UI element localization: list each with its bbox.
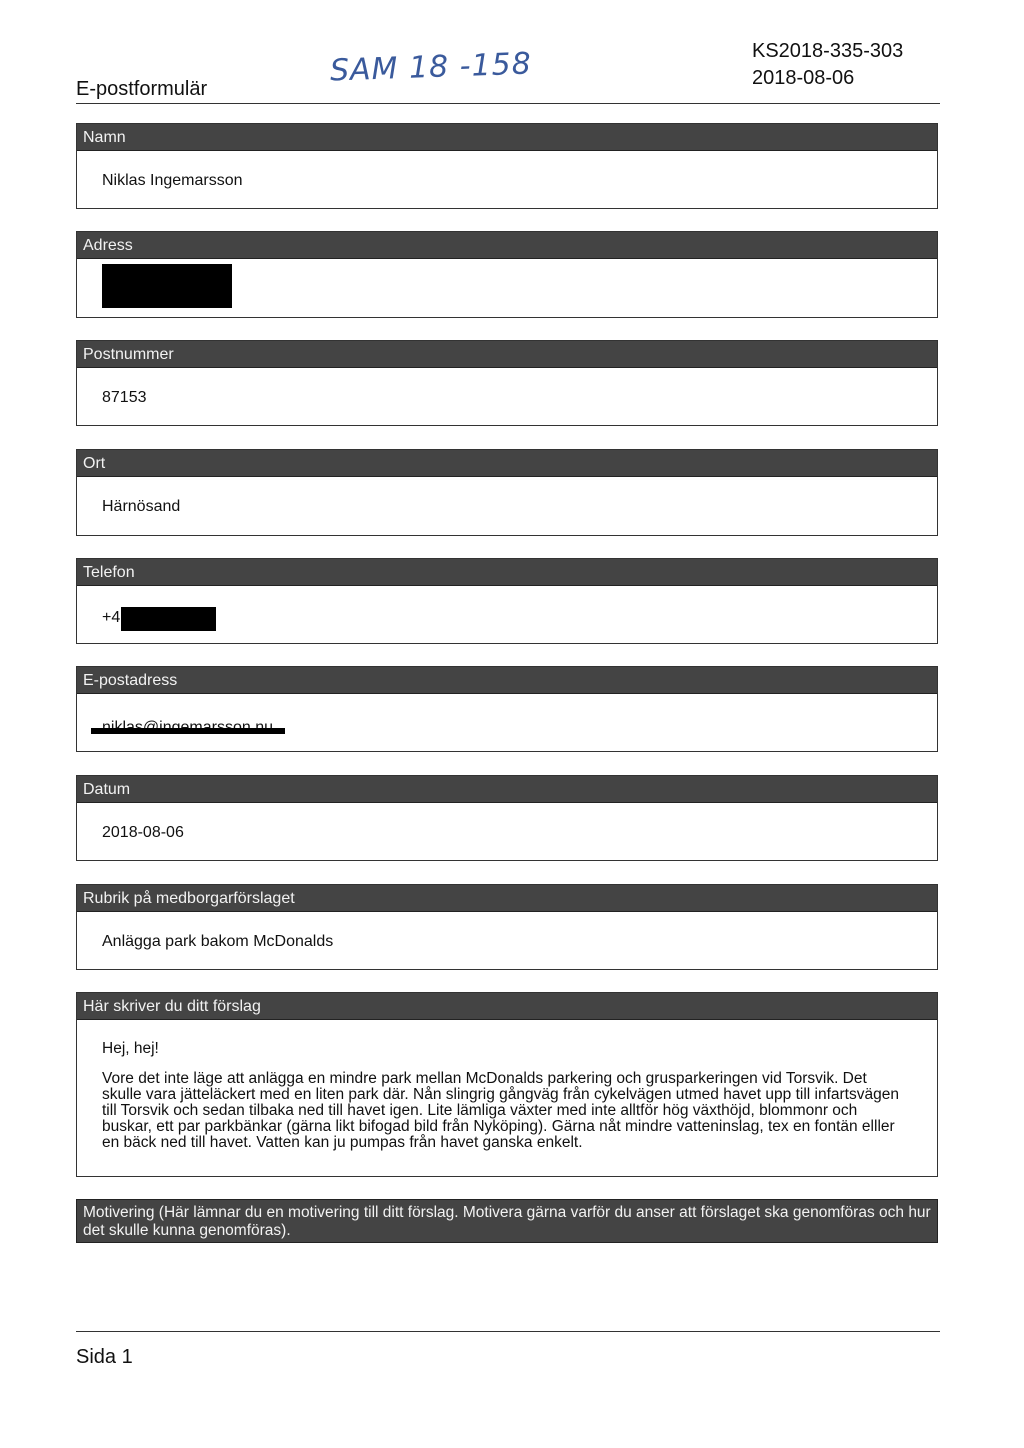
field-adress	[76, 231, 938, 318]
proposal-text	[102, 1041, 902, 1151]
proposal-greeting: Hej, hej!	[102, 1040, 159, 1057]
case-number: KS2018-335-303	[752, 40, 904, 62]
footer-divider	[76, 1331, 940, 1332]
field-epost	[76, 666, 938, 752]
redaction-block	[102, 264, 232, 308]
field-value-datum: 2018-08-06	[102, 824, 184, 841]
field-value-postnummer: 87153	[102, 389, 147, 406]
field-label: Här skriver du ditt förslag	[77, 993, 937, 1020]
field-rubrik	[76, 884, 938, 970]
field-value-telefon: +4	[102, 609, 121, 626]
field-label: Namn	[77, 124, 937, 151]
handwritten-reference: SAM 18 -158	[329, 46, 533, 89]
form-title: E-postformulär	[76, 78, 208, 100]
redaction-bar	[91, 728, 285, 734]
field-value-namn: Niklas Ingemarsson	[102, 172, 243, 189]
field-label: Rubrik på medborgarförslaget	[77, 885, 937, 912]
field-namn	[76, 123, 938, 209]
field-ort	[76, 449, 938, 536]
field-value-ort: Härnösand	[102, 498, 181, 515]
field-label: E-postadress	[77, 667, 937, 694]
field-motivering-label: Motivering (Här lämnar du en motivering till ditt förslag. Motivera gärna varför du anser att förslaget ska genomföras och hur det skulle kunna genomföras).	[76, 1199, 938, 1243]
header-date: 2018-08-06	[752, 67, 855, 89]
proposal-body: Vore det inte läge att anlägga en mindre park mellan McDonalds parkering och grusparkeringen vid Torsvik. Det skulle vara jätteläckert med en liten park där. Nån slingrig gångväg från cykelvägen utmed havet upp till infartsvägen till Torsvik och sedan tilbaka ned till havet igen. Lite lämliga växter med inte alltför hög växthöjd, blommonr och buskar, ett par parkbänkar (gärna likt bifogad bild från Nyköping). Gärna nåt mindre vatteninslag, tex en fontän elller en bäck ned till havet. Vatten kan ju pumpas från havet ganska enkelt.	[102, 1070, 899, 1151]
field-forslag	[76, 992, 938, 1177]
redaction-block	[121, 607, 216, 631]
field-label: Telefon	[77, 559, 937, 586]
field-label: Datum	[77, 776, 937, 803]
field-label: Ort	[77, 450, 937, 477]
field-label: Adress	[77, 232, 937, 259]
field-telefon	[76, 558, 938, 644]
header-divider	[76, 103, 940, 104]
page-number: Sida 1	[76, 1346, 133, 1368]
field-postnummer	[76, 340, 938, 426]
field-label: Postnummer	[77, 341, 937, 368]
field-datum	[76, 775, 938, 861]
field-value-rubrik: Anlägga park bakom McDonalds	[102, 933, 334, 950]
